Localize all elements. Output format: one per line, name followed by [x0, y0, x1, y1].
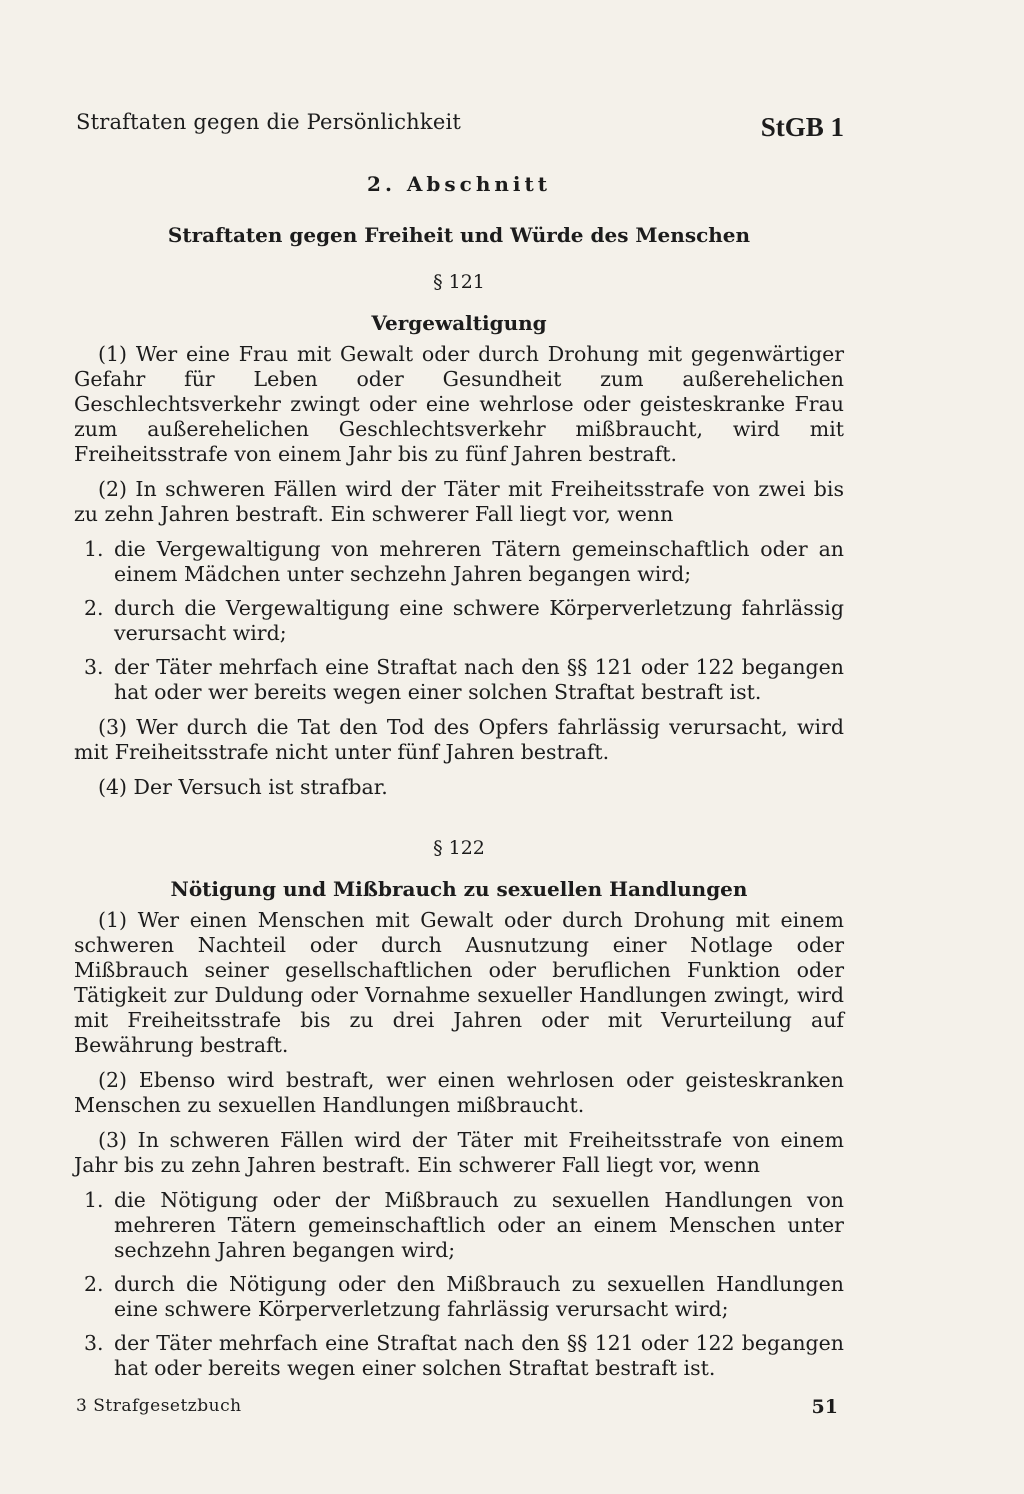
running-title: Straftaten gegen die Persönlichkeit: [76, 110, 462, 134]
list-item-text: durch die Vergewaltigung eine schwere Körperverletzung fahrlässig verursacht wird;: [114, 596, 844, 645]
paragraph-122-abs-2: (2) Ebenso wird bestraft, wer einen wehrlosen oder geisteskranken Menschen zu sexuellen Handlungen mißbraucht.: [74, 1068, 844, 1117]
page-content: [74, 172, 844, 1391]
list-item-text: durch die Nötigung oder den Mißbrauch zu sexuellen Handlungen eine schwere Körperverletzung fahrlässig verursacht wird;: [114, 1272, 844, 1321]
list-item: [74, 596, 844, 646]
list-item-number: 2.: [84, 596, 104, 620]
paragraph-122-number: § 122: [433, 837, 485, 859]
printer-signature: 3 Strafgesetzbuch: [76, 1396, 242, 1416]
paragraph-121-abs-3: (3) Wer durch die Tat den Tod des Opfers fahrlässig verursacht, wird mit Freiheitsstrafe nicht unter fünf Jahren bestraft.: [74, 715, 844, 764]
section-title: Straftaten gegen Freiheit und Würde des Menschen: [167, 223, 751, 247]
paragraph-121-title: Vergewaltigung: [371, 311, 547, 335]
list-item: [74, 537, 844, 587]
list-item: [74, 1272, 844, 1322]
list-item-text: die Nötigung oder der Mißbrauch zu sexuellen Handlungen von mehreren Tätern gemeinschaftlich oder an einem Menschen unter sechzehn Jahren begangen wird;: [114, 1188, 844, 1262]
list-item-number: 3.: [84, 655, 104, 679]
code-label: StGB 1: [760, 112, 844, 142]
paragraph-122-abs-1: (1) Wer einen Menschen mit Gewalt oder durch Drohung mit einem schweren Nachteil oder durch Ausnutzung einer Notlage oder Mißbrauch seiner gesellschaftlichen oder beruflichen Funktion oder Tätigkeit zur Duldung oder Vornahme sexueller Handlungen zwingt, wird mit Freiheitsstrafe bis zu drei Jahren oder mit Verurteilung auf Bewährung bestraft.: [74, 908, 844, 1057]
paragraph-121-list: [74, 537, 844, 705]
list-item: [74, 1331, 844, 1381]
list-item: [74, 1188, 844, 1263]
paragraph-122-title: Nötigung und Mißbrauch zu sexuellen Handlungen: [170, 877, 748, 901]
page-number: 51: [811, 1396, 838, 1418]
paragraph-121-abs-1: (1) Wer eine Frau mit Gewalt oder durch Drohung mit gegenwärtiger Gefahr für Leben oder Gesundheit zum außerehelichen Geschlechtsverkehr zwingt oder eine wehrlose oder geisteskranke Frau zum außerehelichen Geschlechtsverkehr mißbraucht, wird mit Freiheitsstrafe von einem Jahr bis zu fünf Jahren bestraft.: [74, 342, 844, 466]
list-item: [74, 655, 844, 705]
paragraph-121-abs-4: (4) Der Versuch ist strafbar.: [98, 775, 388, 799]
section-label: 2. Abschnitt: [367, 172, 551, 196]
paragraph-121-number: § 121: [433, 271, 485, 293]
section-gap: [74, 810, 844, 836]
list-item-number: 3.: [84, 1331, 104, 1355]
paragraph-121-abs-2: (2) In schweren Fällen wird der Täter mit Freiheitsstrafe von zwei bis zu zehn Jahren bestraft. Ein schwerer Fall liegt vor, wenn: [74, 477, 844, 526]
paragraph-122-abs-3: (3) In schweren Fällen wird der Täter mit Freiheitsstrafe von einem Jahr bis zu zehn Jahren bestraft. Ein schwerer Fall liegt vor, wenn: [74, 1128, 844, 1177]
list-item-number: 1.: [84, 537, 104, 561]
list-item-number: 1.: [84, 1188, 104, 1212]
list-item-text: der Täter mehrfach eine Straftat nach den §§ 121 oder 122 begangen hat oder wer bereits wegen einer solchen Straftat bestraft ist.: [114, 655, 844, 704]
paragraph-122-list: [74, 1188, 844, 1381]
list-item-text: der Täter mehrfach eine Straftat nach den §§ 121 oder 122 begangen hat oder bereits wegen einer solchen Straftat bestraft ist.: [114, 1331, 844, 1380]
list-item-number: 2.: [84, 1272, 104, 1296]
list-item-text: die Vergewaltigung von mehreren Tätern gemeinschaftlich oder an einem Mädchen unter sechzehn Jahren begangen wird;: [114, 537, 844, 586]
